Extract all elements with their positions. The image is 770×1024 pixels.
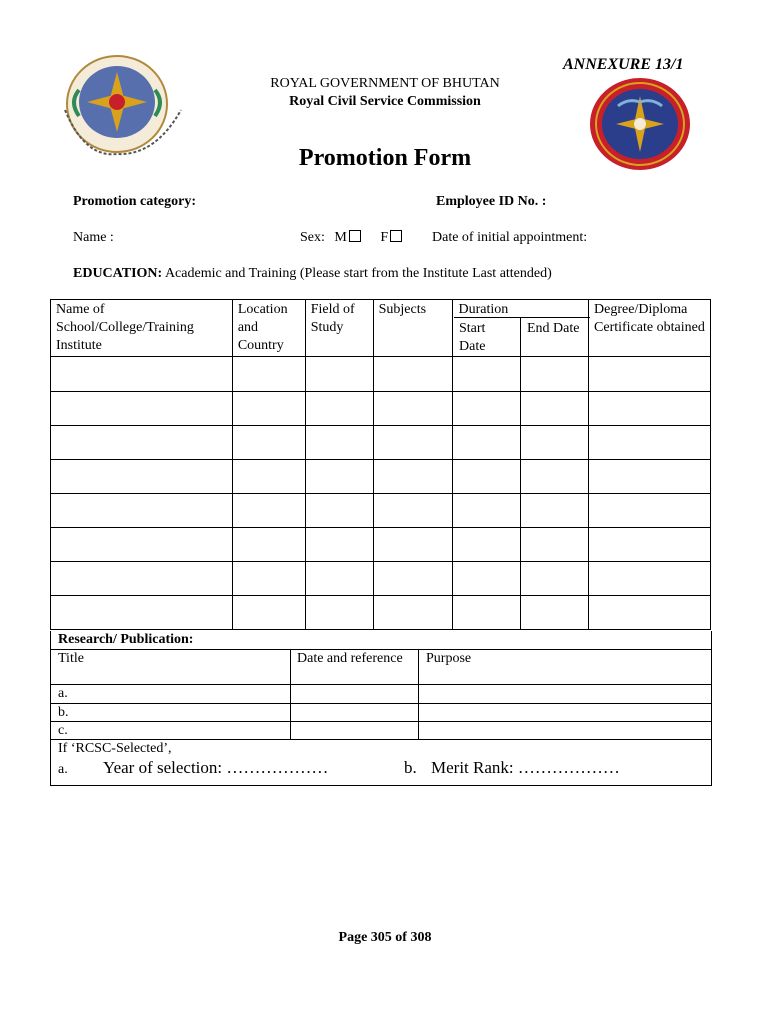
cell[interactable]: [453, 596, 521, 630]
cell[interactable]: [305, 528, 373, 562]
divider: [51, 721, 711, 722]
table-row: [51, 562, 711, 596]
merit-label-marker: b.: [404, 758, 417, 777]
annexure-label: ANNEXURE 13/1: [563, 56, 684, 73]
divider: [51, 703, 711, 704]
cell[interactable]: [232, 426, 305, 460]
cell[interactable]: [589, 494, 711, 528]
cell[interactable]: [232, 494, 305, 528]
col-start: Start Date: [454, 318, 521, 356]
cell[interactable]: [232, 392, 305, 426]
cell[interactable]: [453, 460, 521, 494]
cell[interactable]: [589, 562, 711, 596]
table-row: [51, 494, 711, 528]
cell[interactable]: [51, 426, 233, 460]
research-title-col: Title: [58, 651, 84, 666]
form-title: Promotion Form: [298, 145, 472, 171]
table-row: [51, 596, 711, 630]
cell[interactable]: [521, 460, 589, 494]
col-field: Field of Study: [305, 300, 373, 357]
cell[interactable]: [453, 562, 521, 596]
rcsc-selected-label: If ‘RCSC-Selected’,: [58, 741, 172, 756]
cell[interactable]: [51, 392, 233, 426]
cell[interactable]: [589, 528, 711, 562]
table-row: [51, 460, 711, 494]
divider: [51, 739, 711, 740]
cell[interactable]: [521, 562, 589, 596]
cell[interactable]: [51, 562, 233, 596]
cell[interactable]: [305, 562, 373, 596]
research-purpose-col: Purpose: [426, 651, 472, 666]
sex-f-label: F: [380, 230, 389, 245]
research-section: [50, 631, 712, 786]
cell[interactable]: [373, 528, 453, 562]
sex-m-label: M: [334, 230, 347, 245]
duration-subheader: [454, 317, 590, 356]
commission-name: Royal Civil Service Commission: [289, 94, 481, 109]
table-row: [51, 426, 711, 460]
col-duration: Duration: [453, 300, 589, 357]
cell[interactable]: [453, 426, 521, 460]
cell[interactable]: [589, 460, 711, 494]
cell[interactable]: [589, 392, 711, 426]
cell[interactable]: [232, 357, 305, 392]
cell[interactable]: [453, 528, 521, 562]
col-school: Name of School/College/Training Institute: [51, 300, 233, 357]
research-row-c: c.: [58, 723, 68, 738]
cell[interactable]: [232, 528, 305, 562]
cell[interactable]: [51, 357, 233, 392]
research-row-b: b.: [58, 705, 69, 720]
sex-group: [300, 230, 402, 246]
government-name: ROYAL GOVERNMENT OF BHUTAN: [270, 76, 500, 91]
cell[interactable]: [305, 357, 373, 392]
cell[interactable]: [521, 596, 589, 630]
cell[interactable]: [51, 596, 233, 630]
cell[interactable]: [453, 494, 521, 528]
cell[interactable]: [453, 392, 521, 426]
cell[interactable]: [373, 596, 453, 630]
cell[interactable]: [51, 494, 233, 528]
cell[interactable]: [521, 392, 589, 426]
promotion-category-label: Promotion category:: [73, 194, 196, 209]
col-degree: Degree/Diploma Certificate obtained: [589, 300, 711, 357]
table-row: [51, 528, 711, 562]
cell[interactable]: [305, 460, 373, 494]
sex-label: Sex:: [300, 230, 325, 245]
year-label-marker: a.: [58, 762, 68, 777]
research-row-a: a.: [58, 686, 68, 701]
education-instruction: Academic and Training (Please start from the Institute Last attended): [164, 266, 552, 281]
col-subjects: Subjects: [373, 300, 453, 357]
education-heading: [73, 266, 552, 282]
cell[interactable]: [521, 528, 589, 562]
year-of-selection[interactable]: Year of selection: ………………: [103, 758, 329, 777]
col-end: End Date: [527, 321, 580, 336]
page-number: Page 305 of 308: [338, 930, 432, 945]
col-location: Location and Country: [232, 300, 305, 357]
cell[interactable]: [373, 357, 453, 392]
research-date-col: Date and reference: [297, 651, 403, 666]
cell[interactable]: [51, 460, 233, 494]
employee-id-label: Employee ID No. :: [436, 194, 547, 209]
cell[interactable]: [453, 357, 521, 392]
cell[interactable]: [373, 460, 453, 494]
sex-m-checkbox[interactable]: [349, 230, 361, 242]
cell[interactable]: [589, 596, 711, 630]
sex-f-checkbox[interactable]: [390, 230, 402, 242]
divider: [290, 649, 291, 740]
cell[interactable]: [589, 357, 711, 392]
merit-rank[interactable]: Merit Rank: ………………: [431, 758, 620, 777]
cell[interactable]: [51, 528, 233, 562]
cell[interactable]: [305, 426, 373, 460]
divider: [418, 649, 419, 740]
cell[interactable]: [373, 426, 453, 460]
cell[interactable]: [373, 562, 453, 596]
cell[interactable]: [305, 392, 373, 426]
table-row: [51, 357, 711, 392]
education-title: EDUCATION:: [73, 266, 163, 281]
cell[interactable]: [232, 562, 305, 596]
table-row: [51, 392, 711, 426]
divider: [51, 684, 711, 685]
divider: [51, 649, 711, 650]
cell[interactable]: [521, 426, 589, 460]
research-heading: Research/ Publication:: [58, 632, 194, 647]
cell[interactable]: [232, 460, 305, 494]
cell[interactable]: [589, 426, 711, 460]
cell[interactable]: [521, 357, 589, 392]
initial-appointment-label: Date of initial appointment:: [432, 230, 588, 245]
name-label: Name :: [73, 230, 114, 245]
education-table: [50, 299, 711, 630]
cell[interactable]: [305, 494, 373, 528]
cell[interactable]: [373, 494, 453, 528]
cell[interactable]: [232, 596, 305, 630]
cell[interactable]: [373, 392, 453, 426]
cell[interactable]: [521, 494, 589, 528]
cell[interactable]: [305, 596, 373, 630]
